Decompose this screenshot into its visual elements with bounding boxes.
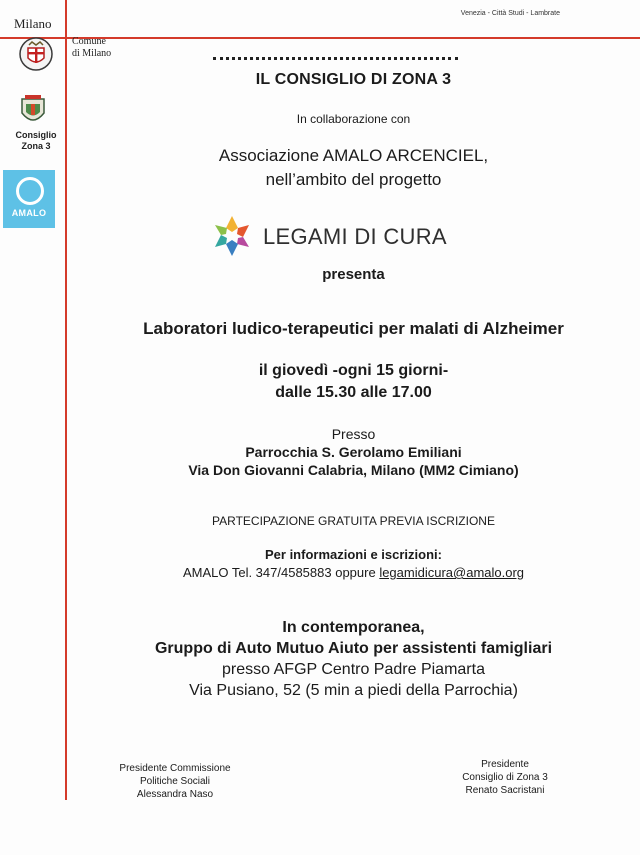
info-heading: Per informazioni e iscrizioni: <box>265 547 442 562</box>
comune-label: Comune di Milano <box>72 36 112 59</box>
info-phone: AMALO Tel. 347/4585883 oppure <box>182 565 380 580</box>
amalo-logo-icon <box>3 170 55 228</box>
participation-note: PARTECIPAZIONE GRATUITA PREVIA ISCRIZIONE <box>212 514 495 528</box>
amalo-logo-text: AMALO <box>11 208 47 218</box>
schedule-time: dalle 15.30 alle 17.00 <box>275 384 432 401</box>
signature-left: Presidente Commissione Politiche Sociali Alessandra Naso <box>119 763 231 800</box>
event-title: Laboratori ludico-terapeutici per malati di Alzheimer <box>143 319 564 338</box>
milano-crest-icon <box>18 36 54 72</box>
group-title: Gruppo di Auto Mutuo Aiuto per assistenti famigliari <box>154 640 553 657</box>
group-venue: presso AFGP Centro Padre Piamarta <box>222 661 485 678</box>
contemporanea-heading: In contemporanea, <box>282 619 425 636</box>
presso-label: Presso <box>331 426 376 442</box>
page-title: IL CONSIGLIO DI ZONA 3 <box>255 71 452 88</box>
signature-right: Presidente Consiglio di Zona 3 Renato Sacristani <box>462 759 548 796</box>
consiglio-zona3-label: Consiglio Zona 3 <box>15 130 57 151</box>
collaboration-text: In collaborazione con <box>296 112 411 126</box>
association-line-2: nell’ambito del progetto <box>265 170 442 189</box>
city-name: Milano <box>14 16 52 31</box>
schedule-day: il giovedì -ogni 15 giorni- <box>258 362 449 379</box>
venue-address: Via Don Giovanni Calabria, Milano (MM2 Cimiano) <box>188 462 519 478</box>
amalo-ring-icon <box>16 177 44 205</box>
legami-di-cura-logo <box>209 213 469 259</box>
header-districts: Venezia - Città Studi - Lambrate <box>460 10 560 17</box>
info-contact <box>67 565 640 580</box>
zona3-crest-icon <box>19 93 47 127</box>
info-email-link[interactable]: legamidicura@amalo.org <box>379 565 525 580</box>
legami-star-icon <box>209 213 255 259</box>
dotted-separator <box>213 57 458 60</box>
venue-name: Parrocchia S. Gerolamo Emiliani <box>245 444 462 460</box>
legami-logo-text: LEGAMI DI CURA <box>263 224 447 249</box>
association-line-1: Associazione AMALO ARCENCIEL, <box>218 146 489 165</box>
presenta-text: presenta <box>322 266 385 283</box>
group-address: Via Pusiano, 52 (5 min a piedi della Parrochia) <box>189 682 518 699</box>
